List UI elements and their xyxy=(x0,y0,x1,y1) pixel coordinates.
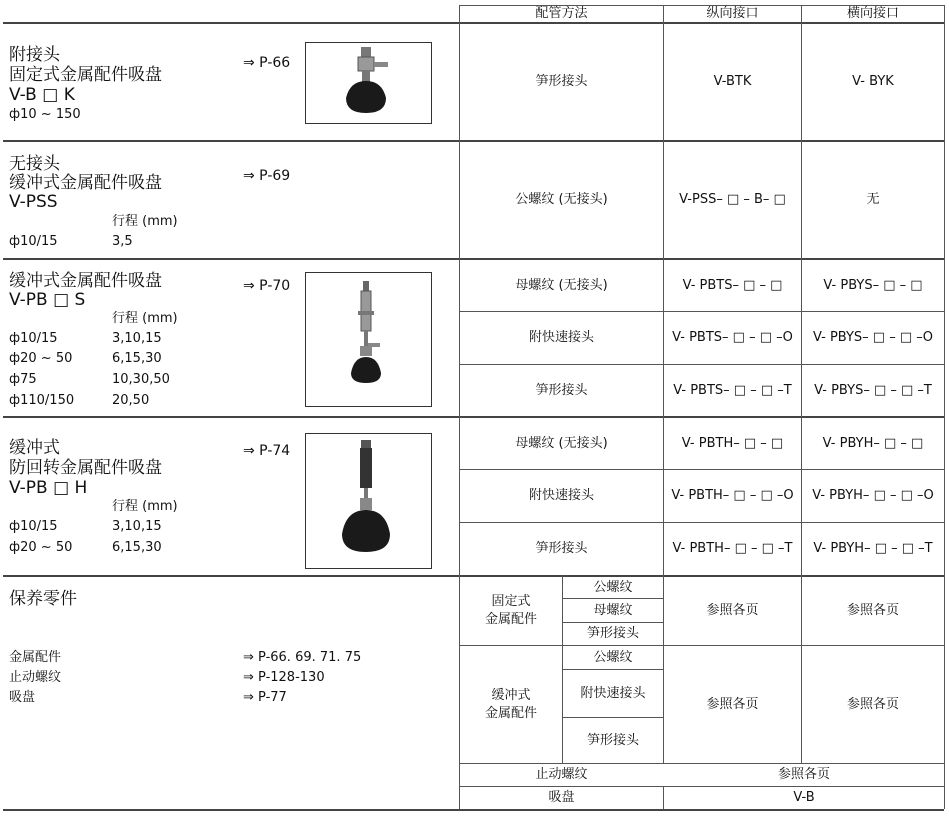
fixed-sub-female-thread: 母螺纹 xyxy=(593,602,633,618)
horizontal-port-cell: V- PBYS– □ – □ xyxy=(823,277,923,293)
section-title-line: 防回转金属配件吸盘 xyxy=(9,458,162,478)
vertical-port-cell: V- PBTH– □ – □ –O xyxy=(671,488,794,503)
piping-method-cell: 母螺纹 (无接头) xyxy=(515,435,608,451)
piping-method-cell: 笋形接头 xyxy=(535,73,588,89)
page-ref: ⇒ P-66 xyxy=(243,55,291,71)
maintenance-item-ref: ⇒ P-128-130 xyxy=(243,670,325,685)
stop-screw-label: 止动螺纹 xyxy=(535,767,588,782)
suction-cup-image xyxy=(306,273,431,406)
pad-label: 吸盘 xyxy=(548,790,575,805)
buffer-sub-quick-connector: 附快速接头 xyxy=(580,685,646,701)
fixed-vertical-ref: 参照各页 xyxy=(706,603,759,618)
fixed-fitting-label: 固定式 金属配件 xyxy=(484,594,537,627)
section-title-line: 缓冲式 xyxy=(9,438,60,458)
page-ref: ⇒ P-69 xyxy=(243,168,291,184)
section-title-line: V-PB □ H xyxy=(9,478,88,498)
fixed-sub-barb: 笋形接头 xyxy=(586,626,639,641)
spec-stroke: 10,30,50 xyxy=(112,372,170,387)
spec-diameter: ф75 xyxy=(9,372,37,387)
fixed-horizontal-ref: 参照各页 xyxy=(846,603,899,618)
maintenance-item-label: 止动螺纹 xyxy=(9,670,62,685)
section-title-line: V-PSS xyxy=(9,192,58,212)
product-photo xyxy=(305,433,432,569)
suction-cup-image xyxy=(306,43,431,123)
spec-diameter: ф10/15 xyxy=(9,331,58,346)
header-horizontal-port: 横向接口 xyxy=(846,5,899,21)
vertical-port-cell: V- PBTS– □ – □ –O xyxy=(672,330,793,345)
section-title-line: V-PB □ S xyxy=(9,290,86,310)
spec-stroke: 6,15,30 xyxy=(112,351,162,366)
buffer-fitting-label: 缓冲式 金属配件 xyxy=(484,687,537,721)
piping-method-cell: 公螺纹 (无接头) xyxy=(515,192,608,207)
maintenance-item-ref: ⇒ P-66. 69. 71. 75 xyxy=(243,650,362,665)
product-photo xyxy=(305,272,432,407)
section-title-line: 缓冲式金属配件吸盘 xyxy=(9,271,162,291)
buffer-sub-male-thread: 公螺纹 xyxy=(593,649,633,665)
horizontal-port-cell: 无 xyxy=(866,192,880,207)
horizontal-port-cell: V- PBYS– □ – □ –O xyxy=(812,330,934,345)
buffer-sub-barb: 笋形接头 xyxy=(586,732,639,748)
section-title-line: 无接头 xyxy=(9,154,60,174)
buffer-vertical-ref: 参照各页 xyxy=(706,696,759,712)
maintenance-item-label: 吸盘 xyxy=(9,690,36,705)
stroke-label: 行程 (mm) xyxy=(112,499,178,514)
section-title-line: 缓冲式金属配件吸盘 xyxy=(9,173,162,193)
horizontal-port-cell: V- PBYH– □ – □ –T xyxy=(813,541,933,556)
stop-screw-value: 参照各页 xyxy=(777,767,830,782)
section-title-line: V-B □ K xyxy=(9,85,75,105)
pad-value: V-B xyxy=(793,790,815,805)
vertical-port-cell: V- PBTH– □ – □ –T xyxy=(672,541,793,556)
horizontal-port-cell: V- PBYH– □ – □ –O xyxy=(812,488,934,503)
spec-stroke: 3,10,15 xyxy=(112,331,162,346)
spec-stroke: 3,5 xyxy=(112,234,133,249)
vertical-port-cell: V-BTK xyxy=(713,73,752,89)
header-piping-method: 配管方法 xyxy=(535,5,588,21)
buffer-horizontal-ref: 参照各页 xyxy=(846,696,899,712)
piping-method-cell: 笋形接头 xyxy=(535,541,588,556)
page-ref: ⇒ P-74 xyxy=(243,443,291,459)
piping-method-cell: 附快速接头 xyxy=(528,488,594,503)
maintenance-item-label: 金属配件 xyxy=(9,650,62,665)
stroke-label: 行程 (mm) xyxy=(112,311,178,326)
section-title-line: 附接头 xyxy=(9,45,60,65)
fixed-sub-male-thread: 公螺纹 xyxy=(593,579,633,595)
spec-diameter: ф20 ~ 50 xyxy=(9,540,73,555)
stroke-label: 行程 (mm) xyxy=(112,214,178,229)
piping-method-cell: 母螺纹 (无接头) xyxy=(515,277,608,293)
section-title-line: 固定式金属配件吸盘 xyxy=(9,65,162,85)
spec-stroke: 20,50 xyxy=(112,393,150,408)
horizontal-port-cell: V- PBYS– □ – □ –T xyxy=(814,382,932,398)
vertical-port-cell: V- PBTS– □ – □ –T xyxy=(673,382,792,398)
spec-diameter: ф10/15 xyxy=(9,519,58,534)
vertical-port-cell: V- PBTS– □ – □ xyxy=(682,277,783,293)
spec-diameter: ф10 ~ 150 xyxy=(9,107,81,122)
header-vertical-port: 纵向接口 xyxy=(706,5,759,21)
spec-diameter: ф10/15 xyxy=(9,234,58,249)
piping-method-cell: 附快速接头 xyxy=(528,330,594,345)
page-ref: ⇒ P-70 xyxy=(243,278,291,294)
spec-stroke: 6,15,30 xyxy=(112,540,162,555)
spec-stroke: 3,10,15 xyxy=(112,519,162,534)
vertical-port-cell: V-PSS– □ – B– □ xyxy=(679,192,786,207)
horizontal-port-cell: V- BYK xyxy=(852,73,894,89)
spec-diameter: ф110/150 xyxy=(9,393,75,408)
maintenance-item-ref: ⇒ P-77 xyxy=(243,690,287,705)
maintenance-title: 保养零件 xyxy=(9,589,77,609)
piping-method-cell: 笋形接头 xyxy=(535,382,588,398)
product-photo xyxy=(305,42,432,124)
spec-diameter: ф20 ~ 50 xyxy=(9,351,73,366)
suction-cup-image xyxy=(306,434,431,568)
vertical-port-cell: V- PBTH– □ – □ xyxy=(681,435,784,451)
horizontal-port-cell: V- PBYH– □ – □ xyxy=(822,435,924,451)
